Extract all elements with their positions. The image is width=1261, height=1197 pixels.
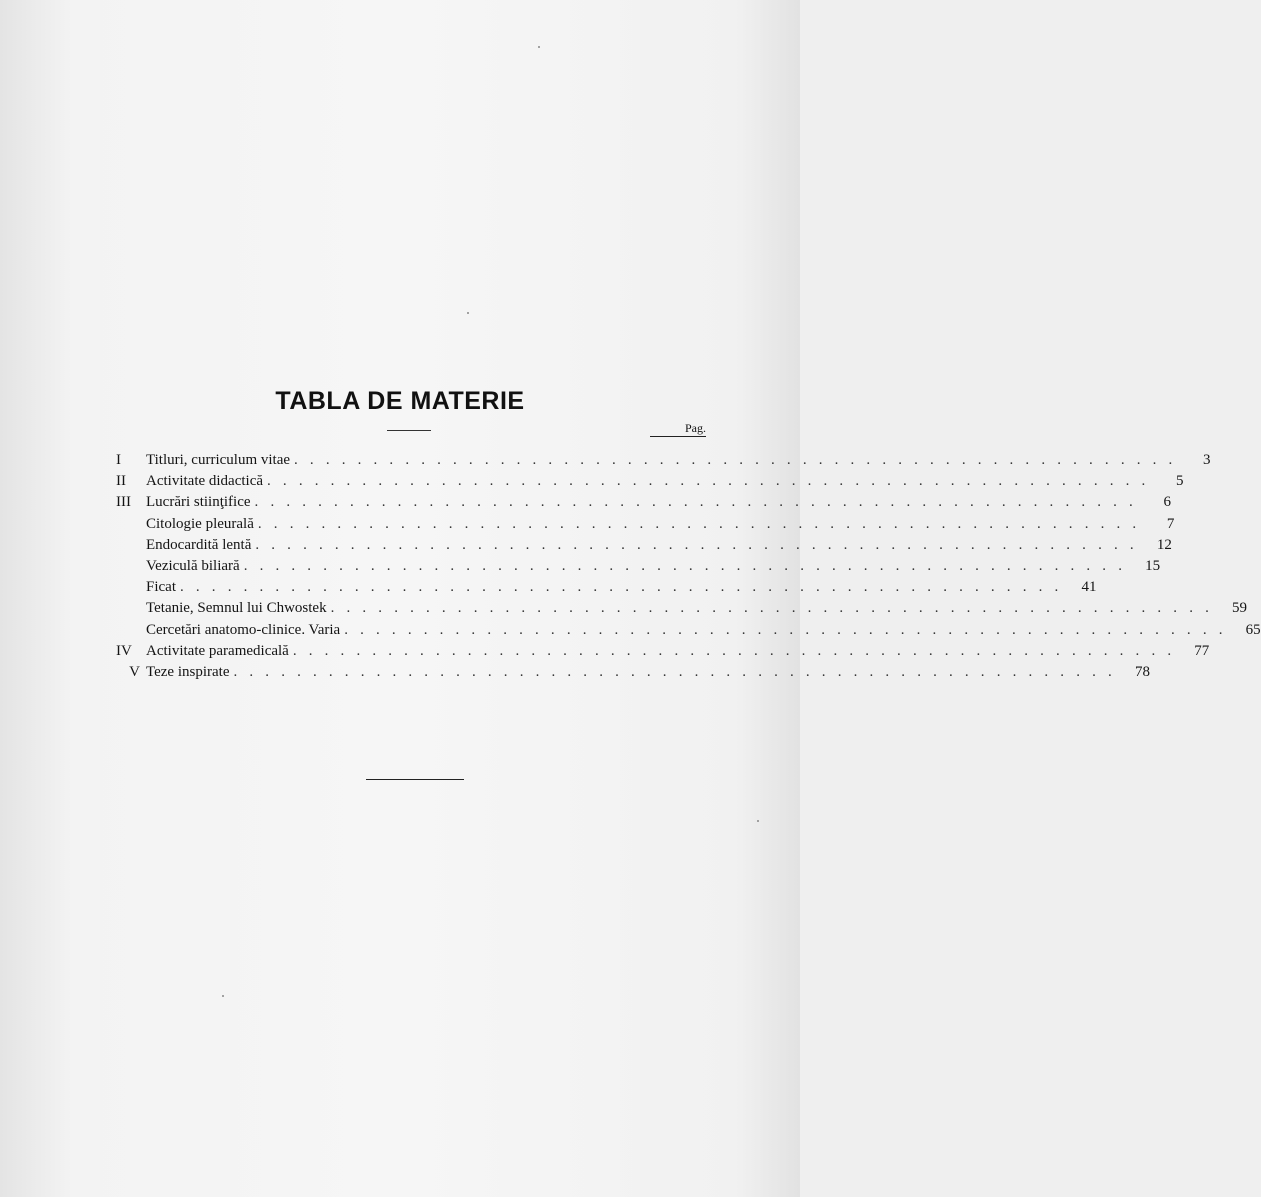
toc-leader-dots: . . . . . . . . . . . . . . . . . . . . . . . . . . . . . . . . . . . . . . . . . . . . . . . . . . . . . . . . <box>344 621 1227 638</box>
page-column-header: Pag. <box>650 420 706 437</box>
toc-page-number: 15 <box>1145 557 1161 574</box>
toc-label: Lucrări stiinţifice <box>146 494 251 511</box>
toc-numeral: IV <box>116 642 132 659</box>
toc-entry <box>116 535 1172 556</box>
paper-speck <box>538 46 540 48</box>
toc-label: Ficat <box>146 579 176 596</box>
toc-entry <box>116 641 1210 662</box>
toc-leader-dots: . . . . . . . . . . . . . . . . . . . . . . . . . . . . . . . . . . . . . . . . . . . . . . . . . . . . . . . . <box>267 473 1150 490</box>
toc-entry <box>116 577 1097 598</box>
toc-leader-dots: . . . . . . . . . . . . . . . . . . . . . . . . . . . . . . . . . . . . . . . . . . . . . . . . . . . . . . . . <box>243 557 1127 574</box>
toc-numeral: III <box>116 494 131 511</box>
toc-page-number: 59 <box>1232 600 1248 617</box>
toc-page-number: 5 <box>1175 473 1184 490</box>
toc-page-number: 6 <box>1163 494 1171 511</box>
toc-page-number: 65 <box>1245 621 1261 638</box>
toc-entry <box>116 492 1171 513</box>
toc-entry <box>116 556 1161 577</box>
toc-page-number: 12 <box>1156 536 1172 553</box>
toc-label: Cercetări anatomo-clinice. Varia <box>146 621 341 638</box>
toc-leader-dots: . . . . . . . . . . . . . . . . . . . . . . . . . . . . . . . . . . . . . . . . . . . . . . . . . . . . . . . . <box>292 642 1176 659</box>
table-of-contents <box>116 450 1261 683</box>
toc-entry <box>116 662 1150 683</box>
toc-page-number: 3 <box>1202 452 1211 468</box>
toc-entry <box>116 514 1175 535</box>
toc-numeral: V <box>129 663 140 680</box>
toc-page-number: 77 <box>1194 642 1210 659</box>
toc-label: Endocardită lentă <box>146 536 252 553</box>
toc-leader-dots: . . . . . . . . . . . . . . . . . . . . . . . . . . . . . . . . . . . . . . . . . . . . . . . . . . . . . . . . <box>330 600 1214 617</box>
toc-page-number: 78 <box>1134 663 1150 680</box>
toc-page-number: 7 <box>1166 515 1175 532</box>
toc-label: Veziculă biliară <box>146 557 240 574</box>
toc-label: Titluri, curriculum vitae <box>146 452 291 468</box>
toc-leader-dots: . . . . . . . . . . . . . . . . . . . . . . . . . . . . . . . . . . . . . . . . . . . . . . . . . . . . . . . . <box>255 536 1138 553</box>
toc-leader-dots: . . . . . . . . . . . . . . . . . . . . . . . . . . . . . . . . . . . . . . . . . . . . . . . . . . . . . . . . <box>180 579 1063 596</box>
paper-speck <box>757 820 759 822</box>
paper-speck <box>467 312 469 314</box>
closing-rule <box>366 779 464 780</box>
toc-page-number: 41 <box>1081 579 1097 596</box>
toc-numeral: I <box>116 452 121 468</box>
toc-entry <box>116 471 1184 492</box>
toc-entry <box>116 450 1211 471</box>
toc-label: Tetanie, Semnul lui Chwostek <box>146 600 327 617</box>
toc-label: Activitate paramedicală <box>146 642 289 659</box>
toc-entry <box>116 620 1261 641</box>
toc-entry <box>116 598 1248 619</box>
toc-numeral: II <box>116 473 126 490</box>
toc-leader-dots: . . . . . . . . . . . . . . . . . . . . . . . . . . . . . . . . . . . . . . . . . . . . . . . . . . . . . . . . <box>257 515 1141 532</box>
toc-leader-dots: . . . . . . . . . . . . . . . . . . . . . . . . . . . . . . . . . . . . . . . . . . . . . . . . . . . . . . . . <box>233 663 1116 680</box>
paper-speck <box>222 995 224 997</box>
title-underline <box>387 430 431 431</box>
page-title: TABLA DE MATERIE <box>275 387 525 415</box>
toc-leader-dots: . . . . . . . . . . . . . . . . . . . . . . . . . . . . . . . . . . . . . . . . . . . . . . . . . . . . . . . . <box>294 452 1177 468</box>
toc-label: Teze inspirate <box>146 663 230 680</box>
toc-label: Citologie pleurală <box>146 515 254 532</box>
toc-leader-dots: . . . . . . . . . . . . . . . . . . . . . . . . . . . . . . . . . . . . . . . . . . . . . . . . . . . . . . . . <box>254 494 1137 511</box>
toc-label: Activitate didactică <box>146 473 264 490</box>
